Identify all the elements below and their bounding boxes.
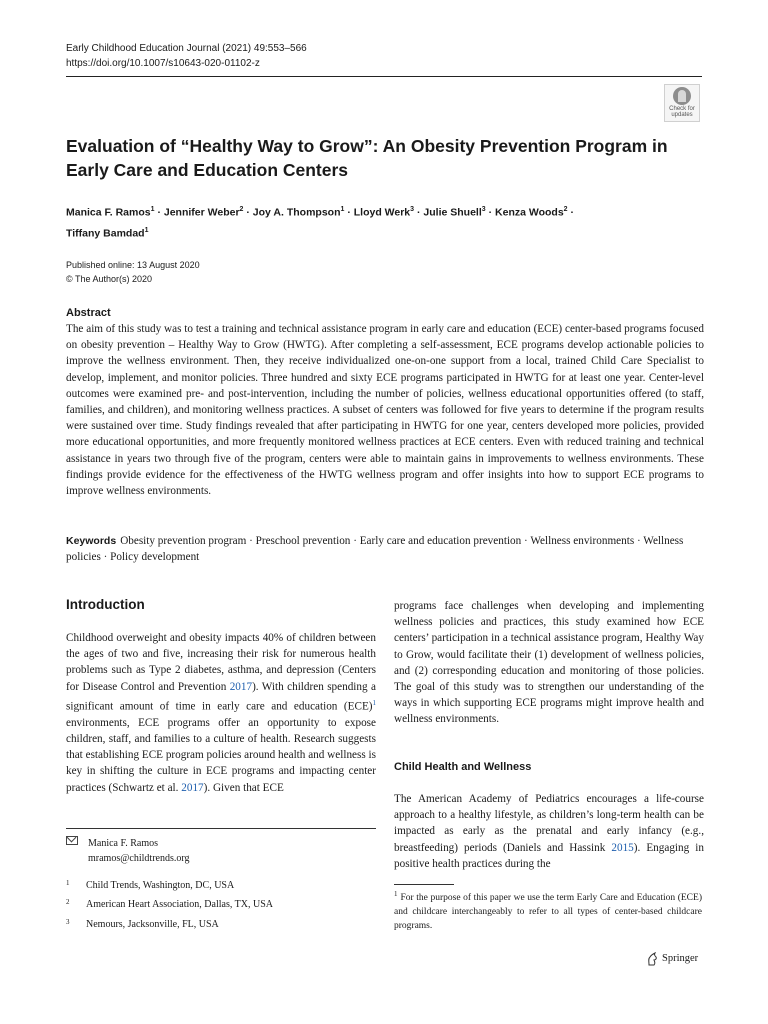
footnote-text: For the purpose of this paper we use the term Early Care and Education (ECE) and childcare interchangeably to refer to all types of center-based childcare programs.	[394, 893, 702, 932]
citation-link[interactable]: 2017	[229, 680, 253, 693]
introduction-heading: Introduction	[66, 597, 145, 612]
affiliation-text: Child Trends, Washington, DC, USA	[86, 880, 235, 891]
badge-label: Check for updates	[669, 106, 695, 118]
footnote-divider	[394, 884, 454, 885]
affiliation-number: 3	[66, 918, 70, 926]
keywords-text: Obesity prevention program · Preschool prevention · Early care and education prevention · Wellness environments · Wellness policies · Policy development	[66, 535, 684, 564]
affiliation-number: 2	[66, 898, 70, 906]
paragraph-text: The American Academy of Pediatrics encourages a life-course approach to a healthy lifestyle, as children’s long-term health can be impacted as early as the prenatal and early infancy (e.g., breastfeeding) periods (Daniels and Hassink	[394, 793, 704, 854]
contact-name: Manica F. Ramos	[88, 838, 159, 849]
author-affiliation-sup: 2	[239, 206, 244, 213]
author-affiliation-sup: 3	[481, 206, 486, 213]
footnote-marker[interactable]: 1	[372, 698, 376, 707]
child-health-paragraph	[394, 791, 704, 872]
affiliation-number: 1	[66, 879, 70, 887]
affiliation-item	[66, 915, 219, 932]
author-affiliation-sup: 1	[150, 206, 155, 213]
author-name[interactable]: Joy A. Thompson	[252, 206, 341, 219]
paragraph-text: ). Engaging in positive health practices during the	[394, 841, 704, 870]
author-name[interactable]: Jennifer Weber	[163, 206, 240, 219]
author-affiliation-sup: 2	[563, 206, 568, 213]
paragraph-text: Childhood overweight and obesity impacts 40% of children between the ages of two and five, increasing their risk for numerous health problems such as Type 2 diabetes, asthma, and depression (Centers for Disease Control and Prevention	[66, 632, 376, 693]
author-affiliation-sup: 1	[340, 206, 345, 213]
affiliation-item	[66, 876, 234, 893]
abstract-text: The aim of this study was to test a training and technical assistance program in early care and education (ECE) center-based programs focused on obesity prevention – Healthy Way to Grow (HWTG). After completing a self-assessment, ECE programs develop actionable policies to improve the wellness environment. Then, they receive individualized one-on-one support from a local, trained Child Care Specialist to develop, implement, and monitor policies. Three hundred and sixty ECE programs participated in HWTG for at least one year. Center-level outcomes were examined pre- and post-intervention, including the number of policies, wellness educational opportunities offered (to staff, families, and children), and monitoring wellness practices. A subset of centers was followed for five years to determine if the program results were sustained over time. Study findings revealed that after participating in HWTG for one year, centers developed more policies, provided more educational opportunities, and more frequently monitored wellness practices at ECE centers. Even with reduced training and technical assistance in years two through five of the program, centers were able to maintain gains in improvements to wellness environments. These findings provide evidence for the effectiveness of the HWTG wellness program and offer insights into how to support ECE programs to improve wellness environments.	[66, 323, 704, 498]
corresponding-author	[66, 836, 190, 866]
author-list: Manica F. Ramos$^1$ · Jennifer Weber$^2$ · Joy A. Thompson$^1$ · Lloyd Werk$^3$ · Julie Shuell$^3$ · Kenza Woods$^2$ · Tiffany Bamdad$^1$	[66, 206, 574, 239]
paragraph-text: ). With children spending a significant amount of time in early care and education (ECE)	[66, 680, 376, 713]
citation-link[interactable]: 2015	[611, 841, 634, 854]
author-name[interactable]: Julie Shuell	[423, 206, 482, 219]
author-affiliation-sup: 3	[410, 206, 415, 213]
affiliation-text: American Heart Association, Dallas, TX, USA	[86, 899, 273, 910]
doi-link[interactable]: https://doi.org/10.1007/s10643-020-01102-z	[66, 58, 260, 69]
keywords-block	[66, 533, 704, 565]
contact-email[interactable]: mramos@childtrends.org	[88, 853, 190, 864]
springer-horse-icon	[646, 952, 658, 966]
author-affiliation-sup: 1	[144, 226, 149, 234]
author-name[interactable]: Lloyd Werk	[353, 206, 411, 219]
author-name[interactable]: Tiffany Bamdad	[66, 227, 145, 239]
affiliation-item	[66, 895, 273, 912]
paragraph-text: ). Given that ECE	[203, 781, 284, 794]
copyright-notice: © The Author(s) 2020	[66, 274, 153, 284]
keywords-label: Keywords	[66, 535, 117, 547]
introduction-paragraph-continued: programs face challenges when developing and implementing wellness policies and practices, this study examined how ECE centers’ participation in a technical assistance program, Healthy Way to Grow, would facilitate their (1) development of wellness policies, and (2) corresponding education and monitoring of those policies. The goal of this study was to strengthen our understanding of the ways in which supporting ECE programs might improve health and wellness environments.	[394, 600, 704, 726]
abstract-heading: Abstract	[66, 307, 111, 319]
envelope-icon	[66, 836, 78, 845]
citation-link[interactable]: 2017	[181, 781, 204, 794]
footnote	[394, 887, 702, 933]
publisher-logo	[646, 951, 698, 967]
author-name[interactable]: Manica F. Ramos	[66, 206, 151, 219]
author-name[interactable]: Kenza Woods	[495, 206, 564, 219]
footnote-number: 1	[394, 890, 398, 898]
publisher-name: Springer	[662, 953, 699, 964]
header-divider	[66, 76, 702, 77]
paragraph-text: environments, ECE programs offer an opportunity to expose children, staff, and families to a culture of health. Research suggests that establishing ECE program policies around health and wellness is key in shifting the culture in ECE programs and impacting center practices (Schwartz et al.	[66, 716, 376, 794]
bookmark-icon	[673, 87, 691, 105]
introduction-paragraph	[66, 630, 376, 796]
published-date: Published online: 13 August 2020	[66, 260, 200, 270]
affiliation-divider	[66, 828, 376, 829]
journal-citation: Early Childhood Education Journal (2021) 49:553–566	[66, 43, 307, 54]
check-for-updates-badge[interactable]	[664, 84, 700, 122]
article-title: Evaluation of “Healthy Way to Grow”: An Obesity Prevention Program in Early Care and Education Centers	[66, 136, 668, 180]
child-health-heading: Child Health and Wellness	[394, 761, 532, 773]
affiliation-text: Nemours, Jacksonville, FL, USA	[86, 919, 219, 930]
